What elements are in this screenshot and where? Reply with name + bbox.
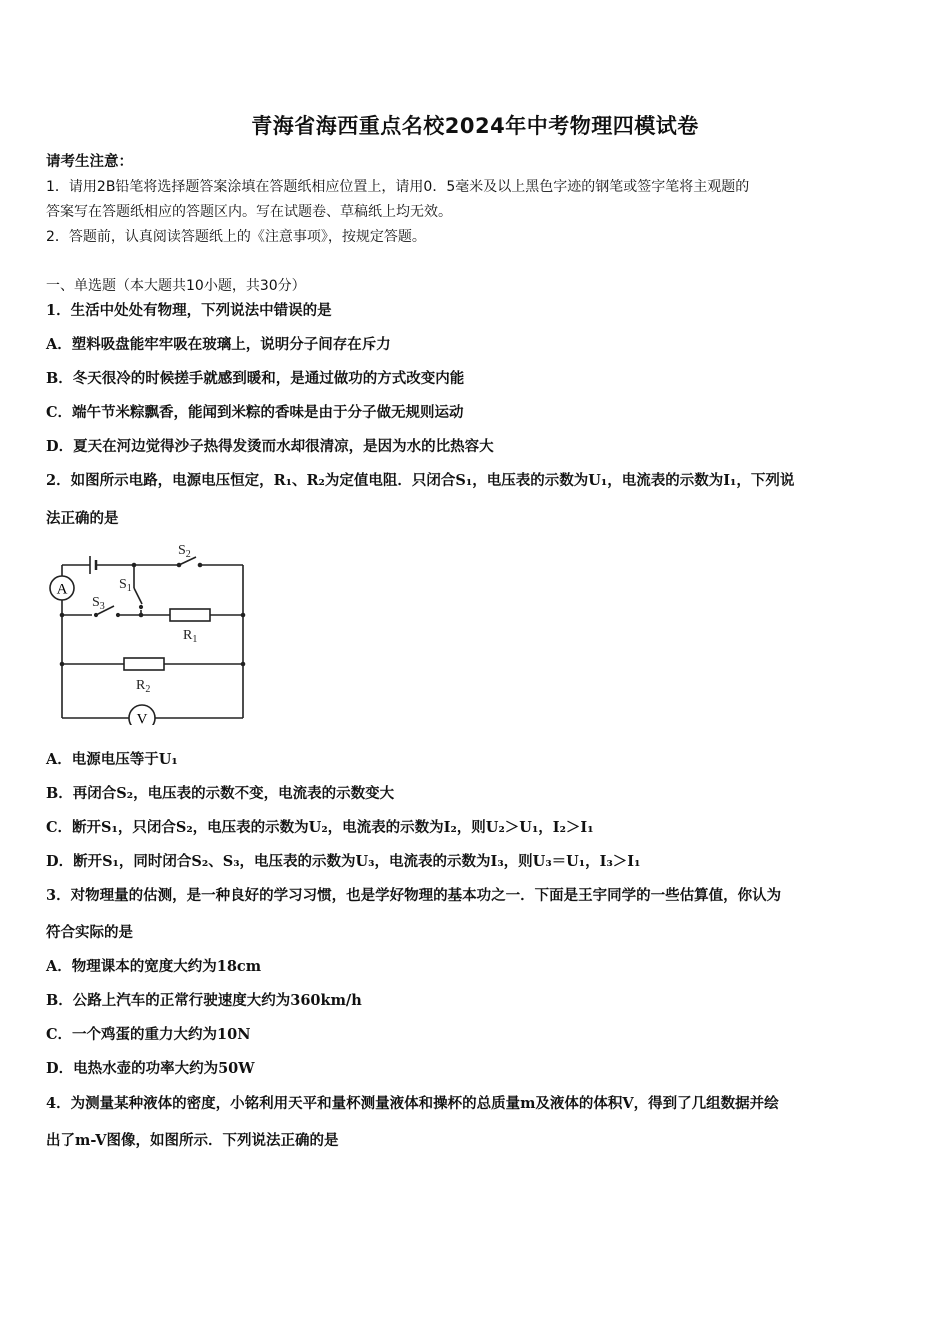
switch-s3-label [92, 595, 105, 612]
voltmeter-icon [129, 705, 155, 725]
circuit-diagram [44, 540, 254, 725]
question-4-stem-line-1: 4．为测量某种液体的密度，小铭利用天平和量杯测量液体和操杯的总质量m及液体的体积V，得到了几组数据并绘 [46, 1095, 779, 1112]
switch-s1-blade [134, 588, 142, 604]
voltmeter-label: V [136, 711, 148, 725]
resistor-r1-subscript: 1 [192, 634, 198, 645]
switch-s2-subscript: 2 [185, 549, 191, 560]
ammeter-icon [50, 576, 74, 600]
question-2-stem-line-2: 法正确的是 [46, 510, 119, 527]
switch-s3-subscript: 3 [99, 601, 105, 612]
resistor-r1-label [183, 628, 197, 645]
question-3-option-d: D．电热水壶的功率大约为50W [46, 1060, 255, 1077]
question-3-option-b: B．公路上汽车的正常行驶速度大约为360km/h [46, 992, 362, 1009]
resistor-r2-letter: R [136, 678, 146, 693]
notice-item-1-line-2: 答案写在答题纸相应的答题区内。写在试题卷、草稿纸上均无效。 [46, 204, 452, 220]
section-heading: 一、单选题（本大题共10小题，共30分） [46, 278, 306, 294]
question-1-option-c: C．端午节米粽飘香，能闻到米粽的香味是由于分子做无规则运动 [46, 404, 464, 421]
notice-item-1-line-1: 1．请用2B铅笔将选择题答案涂填在答题纸相应位置上，请用0．5毫米及以上黑色字迹的钢笔或签字笔将主观题的 [46, 179, 750, 195]
question-2-option-a: A．电源电压等于U₁ [46, 751, 178, 768]
notice-heading: 请考生注意： [46, 153, 133, 170]
notice-item-2: 2．答题前，认真阅读答题纸上的《注意事项》，按规定答题。 [46, 229, 426, 245]
switch-s1-subscript: 1 [126, 583, 132, 594]
switch-s1-letter: S [119, 577, 127, 592]
question-2-stem-line-1: 2．如图所示电路，电源电压恒定，R₁、R₂为定值电阻．只闭合S₁，电压表的示数为U₁，电流表的示数为I₁，下列说 [46, 472, 795, 489]
question-1-stem: 1．生活中处处有物理，下列说法中错误的是 [46, 302, 332, 319]
resistor-r1-letter: R [183, 628, 193, 643]
switch-s2-letter: S [178, 543, 186, 558]
question-2-option-b: B．再闭合S₂，电压表的示数不变，电流表的示数变大 [46, 785, 395, 802]
question-2-option-d: D．断开S₁，同时闭合S₂、S₃，电压表的示数为U₃，电流表的示数为I₃，则U₃＝U₁，I₃＞I₁ [46, 853, 641, 870]
switch-s1-label [119, 577, 132, 594]
resistor-r2-subscript: 2 [145, 684, 151, 695]
question-2-option-c: C．断开S₁，只闭合S₂，电压表的示数为U₂，电流表的示数为I₂，则U₂＞U₁，I₂＞I₁ [46, 819, 594, 836]
switch-s3-letter: S [92, 595, 100, 610]
question-1-option-d: D．夏天在河边觉得沙子热得发烫而水却很清凉，是因为水的比热容大 [46, 438, 494, 455]
switch-s2-label [178, 543, 191, 560]
question-3-stem-line-1: 3．对物理量的估测，是一种良好的学习习惯，也是学好物理的基本功之一．下面是王宇同学的一些估算值，你认为 [46, 887, 782, 904]
question-3-option-c: C．一个鸡蛋的重力大约为10N [46, 1026, 251, 1043]
question-4-stem-line-2: 出了m-V图像，如图所示．下列说法正确的是 [46, 1132, 339, 1149]
question-3-stem-line-2: 符合实际的是 [46, 924, 133, 941]
question-1-option-a: A．塑料吸盘能牢牢吸在玻璃上，说明分子间存在斥力 [46, 336, 391, 353]
page-title: 青海省海西重点名校2024年中考物理四模试卷 [251, 114, 699, 138]
question-1-option-b: B．冬天很冷的时候搓手就感到暖和，是通过做功的方式改变内能 [46, 370, 465, 387]
ammeter-label: A [56, 581, 68, 598]
question-3-option-a: A．物理课本的宽度大约为18cm [46, 958, 262, 975]
resistor-r2-label [136, 678, 150, 695]
